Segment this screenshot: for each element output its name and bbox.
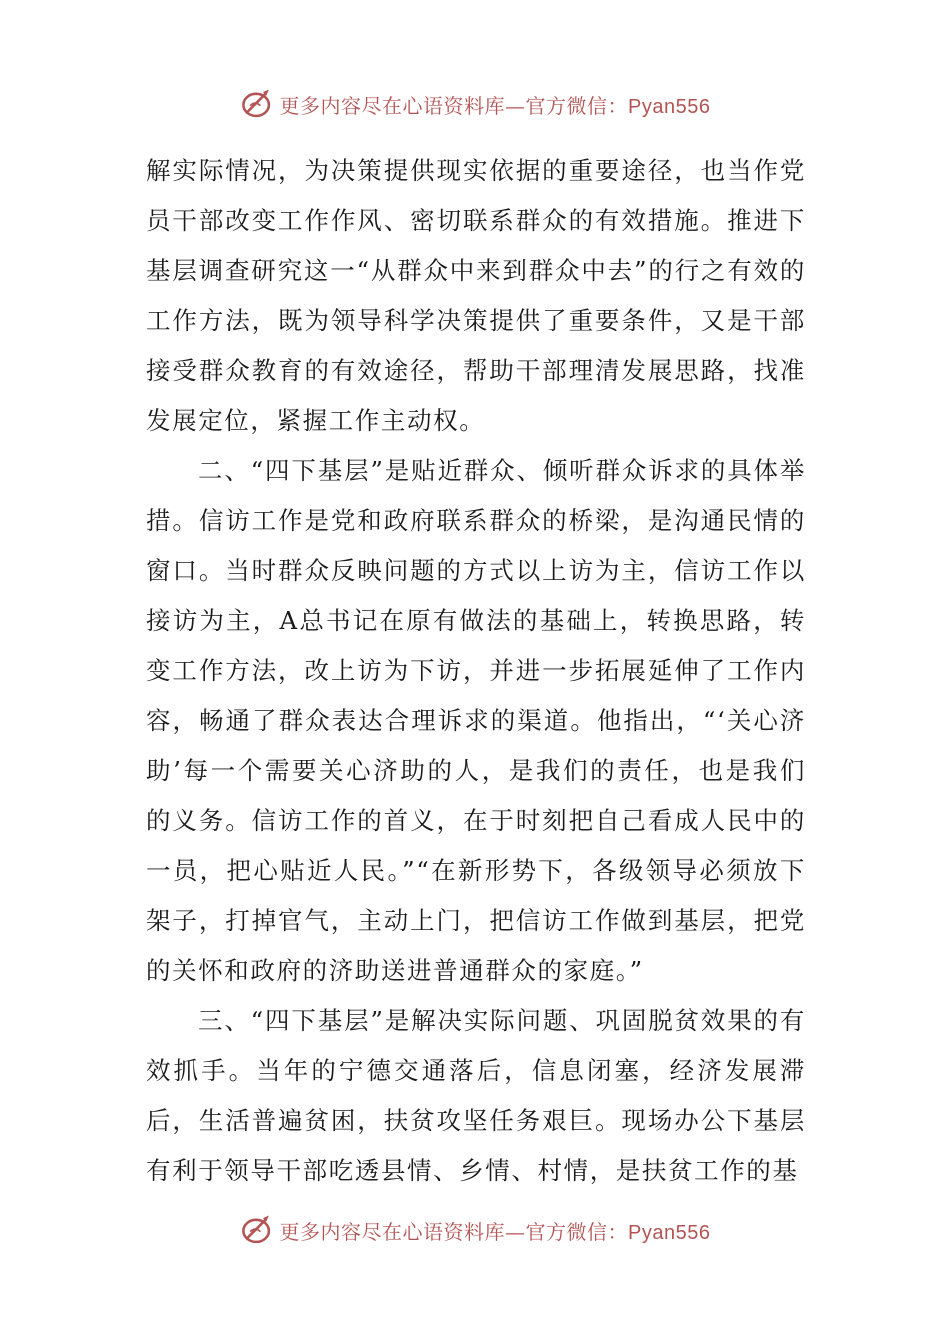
footer-watermark-banner [0,1210,950,1250]
pen-scroll-logo-icon [240,87,274,121]
wechat-id: Pyan556 [628,1221,711,1244]
paragraph-section-three: 三、“四下基层”是解决实际问题、巩固脱贫效果的有效抓手。当年的宁德交通落后，信息闭塞，经济发展滞后，生活普遍贫困，扶贫攻坚任务艰巨。现场办公下基层有利于领导干部吃透县情、乡情、村情，是扶贫工作的基 [146,1006,806,1185]
watermark-text: 更多内容尽在心语资料库—官方微信：Pyan556 [279,93,711,118]
wechat-id: Pyan556 [628,95,711,118]
paragraph-section-two: 二、“四下基层”是贴近群众、倾听群众诉求的具体举措。信访工作是党和政府联系群众的桥梁，是沟通民情的窗口。当时群众反映问题的方式以上访为主，信访工作以接访为主，A总书记在原有做法的基础上，转换思路，转变工作方法，改上访为下访，并进一步拓展延伸了工作内容，畅通了群众表达合理诉求的渠道。他指出，“‘关心济助’每一个需要关心济助的人，是我们的责任，也是我们的义务。信访工作的首义，在于时刻把自己看成人民中的一员，把心贴近人民。”“在新形势下，各级领导必须放下架子，打掉官气，主动上门，把信访工作做到基层，把党的关怀和政府的济助送进普通群众的家庭。” [146,456,806,985]
header-watermark-banner [0,84,950,124]
pen-scroll-logo-icon [240,1213,274,1247]
watermark-text: 更多内容尽在心语资料库—官方微信：Pyan556 [279,1219,711,1244]
document-body [146,146,806,1196]
paragraph-continued: 解实际情况，为决策提供现实依据的重要途径，也当作党员干部改变工作作风、密切联系群众的有效措施。推进下基层调查研究这一“从群众中来到群众中去”的行之有效的工作方法，既为领导科学决策提供了重要条件，又是干部接受群众教育的有效途径，帮助干部理清发展思路，找准发展定位，紧握工作主动权。 [146,156,806,435]
